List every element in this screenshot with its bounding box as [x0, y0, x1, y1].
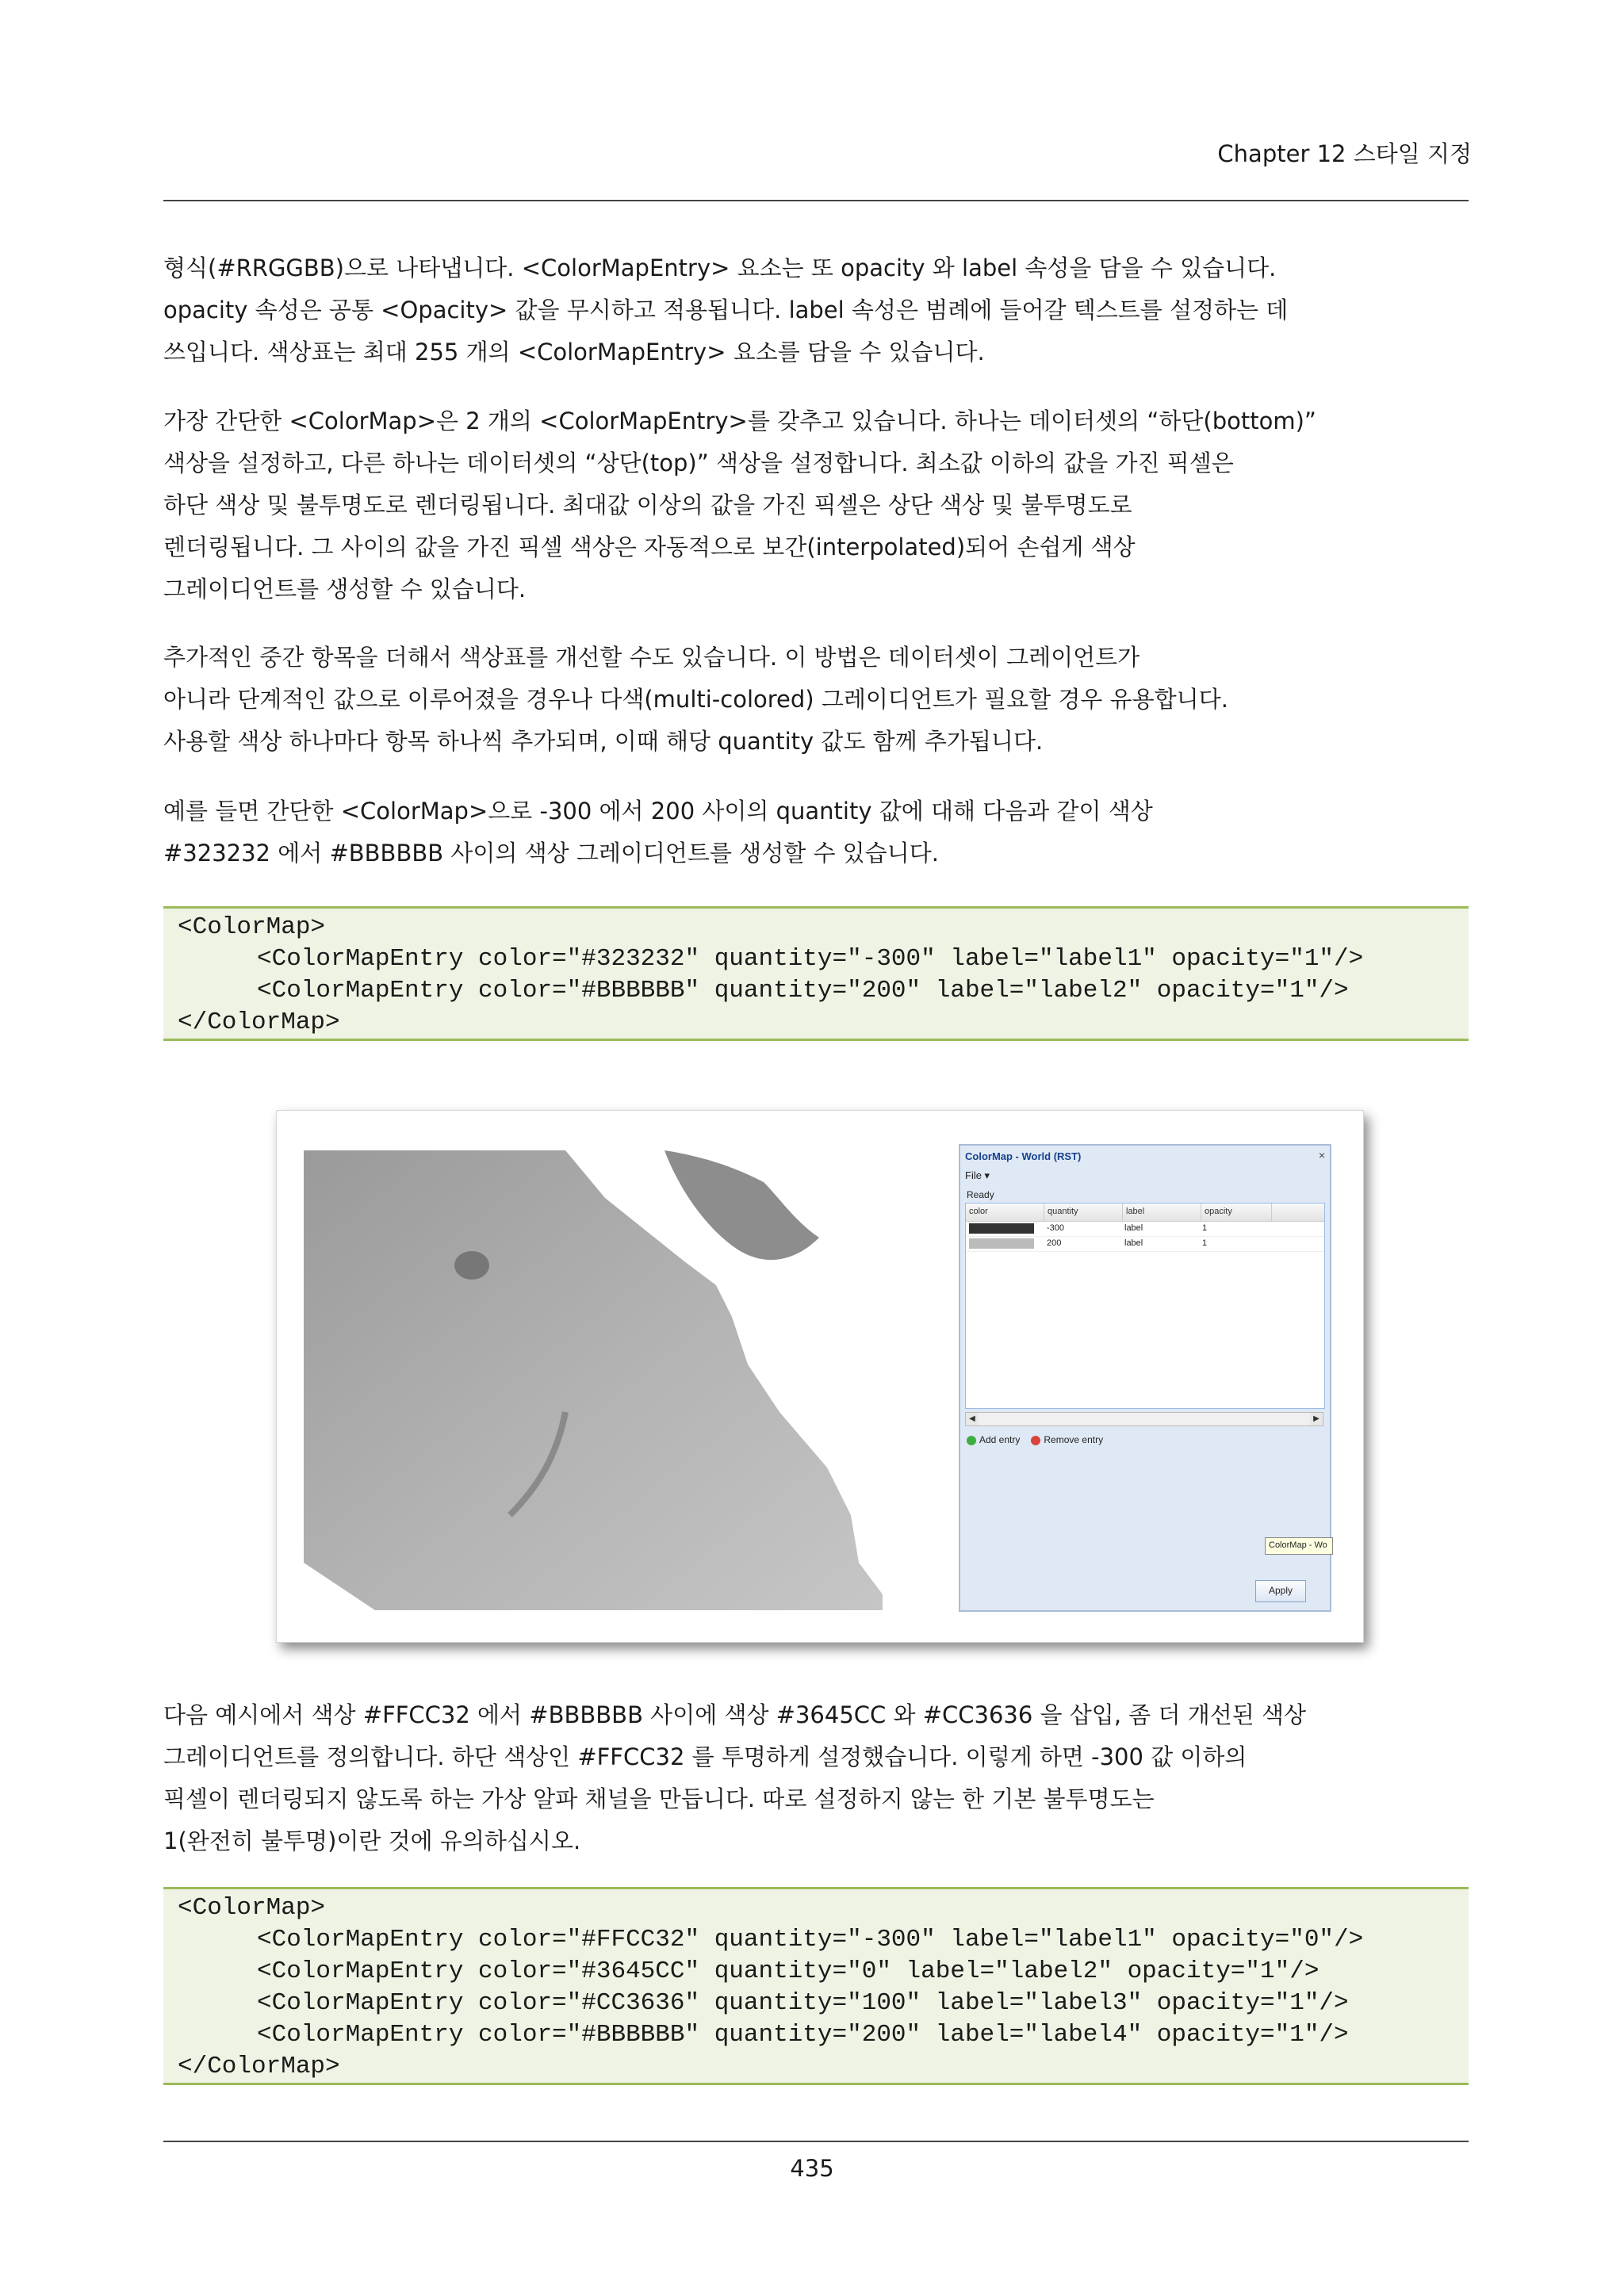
table-row[interactable]	[966, 1237, 1324, 1252]
column-header[interactable]: label	[1123, 1203, 1201, 1221]
header-rule	[163, 200, 1469, 201]
grid-header	[966, 1203, 1324, 1222]
remove-entry-button[interactable]	[1031, 1434, 1103, 1445]
label-cell: label	[1124, 1238, 1143, 1248]
colormap-figure	[276, 1110, 1364, 1643]
taskbar-tooltip: ColorMap - Wo	[1265, 1537, 1333, 1555]
code-line: </ColorMap>	[178, 1008, 340, 1036]
colormap-panel	[959, 1144, 1331, 1612]
code-line: <ColorMap>	[178, 913, 326, 941]
color-cell	[966, 1237, 1044, 1251]
add-entry-label: Add entry	[979, 1434, 1021, 1445]
footer-rule	[163, 2141, 1469, 2142]
scroll-right-icon[interactable]: ▶	[1310, 1413, 1323, 1425]
column-header[interactable]: color	[966, 1203, 1044, 1221]
file-menu[interactable]: File ▾	[965, 1169, 990, 1181]
apply-button[interactable]: Apply	[1255, 1580, 1306, 1602]
text-line: 사용할 색상 하나마다 항목 하나씩 추가되며, 이때 해당 quantity 값도 함께 추가됩니다.	[163, 728, 1044, 755]
code-line: <ColorMapEntry color="#CC3636" quantity="100" label="label3" opacity="1"/>	[257, 1989, 1349, 2017]
scroll-left-icon[interactable]: ◀	[966, 1413, 979, 1425]
text-line: 아니라 단계적인 값으로 이루어졌을 경우나 다색(multi-colored) 그레이디언트가 필요할 경우 유용합니다.	[163, 686, 1228, 713]
add-icon	[967, 1436, 976, 1445]
code-line: <ColorMapEntry color="#FFCC32" quantity="-300" label="label1" opacity="0"/>	[257, 1926, 1364, 1954]
text-line: 그레이디언트를 정의합니다. 하단 색상인 #FFCC32 를 투명하게 설정했습니다. 이렇게 하면 -300 값 이하의	[163, 1743, 1247, 1770]
text-line: 가장 간단한 <ColorMap>은 2 개의 <ColorMapEntry>를 갖추고 있습니다. 하나는 데이터셋의 “하단(bottom)”	[163, 408, 1316, 434]
code-block-2	[163, 1887, 1469, 2085]
code-line: <ColorMapEntry color="#BBBBBB" quantity="200" label="label4" opacity="1"/>	[257, 2021, 1349, 2049]
color-swatch	[969, 1223, 1034, 1234]
text-line: 형식(#RRGGBB)으로 나타냅니다. <ColorMapEntry> 요소는 또 opacity 와 label 속성을 담을 수 있습니다.	[163, 254, 1277, 281]
colormap-grid	[965, 1203, 1325, 1409]
column-header[interactable]: quantity	[1044, 1203, 1123, 1221]
close-icon[interactable]: ×	[1318, 1149, 1325, 1161]
panel-title: ColorMap - World (RST)	[965, 1150, 1082, 1162]
status-text: Ready	[967, 1189, 994, 1200]
quantity-cell: 200	[1047, 1238, 1062, 1248]
paragraph-2	[163, 400, 1469, 610]
add-entry-button[interactable]	[967, 1434, 1020, 1445]
remove-entry-label: Remove entry	[1044, 1434, 1104, 1445]
text-line: 렌더링됩니다. 그 사이의 값을 가진 픽셀 색상은 자동적으로 보간(interpolated)되어 손쉽게 색상	[163, 534, 1136, 561]
paragraph-3	[163, 637, 1469, 763]
quantity-cell: -300	[1047, 1223, 1065, 1233]
paragraph-1	[163, 247, 1469, 373]
code-line: <ColorMapEntry color="#BBBBBB" quantity="200" label="label2" opacity="1"/>	[257, 977, 1349, 1004]
paragraph-4	[163, 790, 1469, 874]
text-line: 그레이디언트를 생성할 수 있습니다.	[163, 576, 527, 603]
code-line: <ColorMapEntry color="#3645CC" quantity="0" label="label2" opacity="1"/>	[257, 1957, 1320, 1985]
text-line: opacity 속성은 공통 <Opacity> 값을 무시하고 적용됩니다. label 속성은 범례에 들어갈 텍스트를 설정하는 데	[163, 297, 1289, 323]
color-cell	[966, 1222, 1044, 1236]
column-header[interactable]: opacity	[1201, 1203, 1272, 1221]
table-row[interactable]	[966, 1222, 1324, 1237]
text-line: #323232 에서 #BBBBBB 사이의 색상 그레이디언트를 생성할 수 있습니다.	[163, 840, 939, 867]
opacity-cell: 1	[1202, 1223, 1208, 1233]
code-line: <ColorMapEntry color="#323232" quantity="-300" label="label1" opacity="1"/>	[257, 945, 1364, 973]
grayscale-map-image	[304, 1150, 883, 1610]
text-line: 예를 들면 간단한 <ColorMap>으로 -300 에서 200 사이의 quantity 값에 대해 다음과 같이 색상	[163, 798, 1153, 825]
chapter-header: Chapter 12 스타일 지정	[1217, 140, 1472, 167]
color-swatch	[969, 1238, 1034, 1249]
text-line: 하단 색상 및 불투명도로 렌더링됩니다. 최대값 이상의 값을 가진 픽셀은 상단 색상 및 불투명도로	[163, 492, 1132, 519]
text-line: 색상을 설정하고, 다른 하나는 데이터셋의 “상단(top)” 색상을 설정합니다. 최소값 이하의 값을 가진 픽셀은	[163, 450, 1234, 476]
paragraph-5	[163, 1694, 1469, 1862]
code-line: <ColorMap>	[178, 1894, 326, 1922]
page-number: 435	[790, 2155, 834, 2182]
text-line: 다음 예시에서 색상 #FFCC32 에서 #BBBBBB 사이에 색상 #3645CC 와 #CC3636 을 삽입, 좀 더 개선된 색상	[163, 1701, 1307, 1728]
panel-actions	[967, 1434, 1103, 1445]
text-line: 픽셀이 렌더링되지 않도록 하는 가상 알파 채널을 만듭니다. 따로 설정하지 않는 한 기본 불투명도는	[163, 1785, 1155, 1812]
opacity-cell: 1	[1202, 1238, 1208, 1248]
remove-icon	[1031, 1436, 1040, 1445]
horizontal-scrollbar[interactable]	[965, 1412, 1323, 1426]
text-line: 1(완전히 불투명)이란 것에 유의하십시오.	[163, 1827, 581, 1854]
label-cell: label	[1124, 1223, 1143, 1233]
code-block-1	[163, 906, 1469, 1041]
text-line: 쓰입니다. 색상표는 최대 255 개의 <ColorMapEntry> 요소를 담을 수 있습니다.	[163, 339, 985, 365]
code-line: </ColorMap>	[178, 2053, 340, 2080]
text-line: 추가적인 중간 항목을 더해서 색상표를 개선할 수도 있습니다. 이 방법은 데이터셋이 그레이언트가	[163, 644, 1140, 671]
